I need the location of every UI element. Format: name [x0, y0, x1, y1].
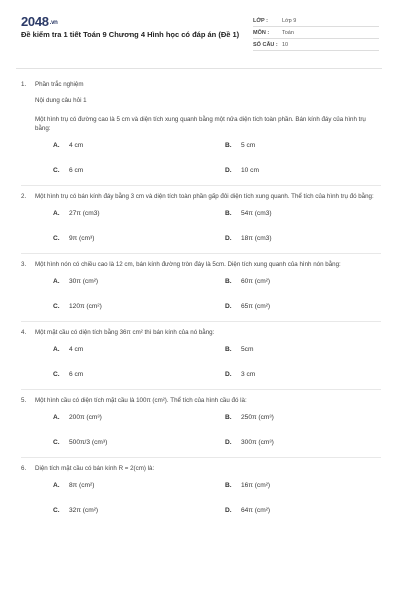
option-letter: C. [53, 303, 60, 310]
option-a[interactable] [53, 405, 225, 430]
option-text: 30π (cm²) [69, 278, 99, 285]
options [53, 133, 381, 183]
option-letter: A. [53, 346, 60, 353]
exam-content [21, 80, 381, 523]
option-letter: D. [225, 507, 232, 514]
meta-row-count [253, 39, 379, 51]
option-text: 27π (cm3) [69, 210, 100, 217]
option-letter: B. [225, 482, 232, 489]
question-number: 5. [21, 397, 27, 404]
option-c[interactable] [53, 362, 225, 387]
meta-key: LỚP : [253, 17, 268, 24]
meta-value: Lớp 9 [282, 17, 297, 24]
option-text: 5cm [241, 346, 254, 353]
question-number: 3. [21, 261, 27, 268]
meta-row-class [253, 15, 379, 27]
question-text: Một hình nón có chiều cao là 12 cm, bán kính đường tròn đáy là 5cm. Diện tích xung quanh của hình nón bằng: [35, 261, 341, 268]
option-d[interactable] [225, 362, 397, 387]
option-b[interactable] [225, 337, 397, 362]
meta-key: SỐ CÂU : [253, 41, 278, 48]
option-letter: B. [225, 142, 232, 149]
option-text: 200π (cm³) [69, 414, 102, 421]
option-text: 60π (cm²) [241, 278, 271, 285]
option-letter: B. [225, 278, 232, 285]
logo-domain: .vn [49, 19, 58, 26]
exam-meta [253, 15, 379, 51]
option-a[interactable] [53, 269, 225, 294]
option-letter: D. [225, 167, 232, 174]
option-text: 32π (cm²) [69, 507, 99, 514]
option-letter: A. [53, 210, 60, 217]
page-title: Đề kiểm tra 1 tiết Toán 9 Chương 4 Hình học có đáp án (Đề 1) [21, 30, 240, 39]
option-text: 120π (cm²) [69, 303, 102, 310]
option-text: 4 cm [69, 142, 84, 149]
option-c[interactable] [53, 294, 225, 319]
option-text: 8π (cm²) [69, 482, 95, 489]
option-d[interactable] [225, 294, 397, 319]
question-text: Một hình trụ có bán kính đáy bằng 3 cm và diện tích toàn phần gấp đôi diện tích xung quanh. Thể tích của hình trụ đó bằng: [35, 193, 374, 200]
option-letter: B. [225, 414, 232, 421]
option-text: 6 cm [69, 371, 84, 378]
option-letter: C. [53, 439, 60, 446]
option-a[interactable] [53, 133, 225, 158]
option-text: 64π (cm²) [241, 507, 271, 514]
option-b[interactable] [225, 133, 397, 158]
meta-row-subject [253, 27, 379, 39]
option-letter: C. [53, 507, 60, 514]
option-text: 4 cm [69, 346, 84, 353]
question-text: Diện tích mặt cầu có bán kính R = 2(cm) là: [35, 465, 155, 472]
option-d[interactable] [225, 158, 397, 183]
question-4 [21, 328, 381, 387]
option-a[interactable] [53, 337, 225, 362]
option-d[interactable] [225, 226, 397, 251]
options [53, 473, 381, 523]
option-b[interactable] [225, 405, 397, 430]
question-text: Một hình trụ có đường cao là 5 cm và diện tích xung quanh bằng một nửa diện tích toàn phần. Bán kính đáy của hình trụ bằng: [35, 116, 366, 132]
option-text: 3 cm [241, 371, 256, 378]
option-letter: D. [225, 439, 232, 446]
option-c[interactable] [53, 226, 225, 251]
option-letter: C. [53, 235, 60, 242]
options [53, 405, 381, 455]
option-letter: B. [225, 210, 232, 217]
option-letter: D. [225, 371, 232, 378]
section-title: Phần trắc nghiệm [35, 81, 84, 88]
option-letter: B. [225, 346, 232, 353]
question-3 [21, 260, 381, 319]
option-text: 250π (cm³) [241, 414, 274, 421]
question-text: Một mặt cầu có diện tích bằng 36π cm² thì bán kính của nó bằng: [35, 329, 215, 336]
option-text: 300π (cm³) [241, 439, 274, 446]
question-6 [21, 464, 381, 523]
option-text: 10 cm [241, 167, 259, 174]
site-logo[interactable] [21, 14, 58, 29]
option-letter: A. [53, 142, 60, 149]
option-letter: A. [53, 482, 60, 489]
question-divider [21, 389, 381, 390]
option-letter: A. [53, 278, 60, 285]
section-number: 1. [21, 81, 27, 88]
option-text: 5 cm [241, 142, 256, 149]
option-text: 65π (cm²) [241, 303, 271, 310]
options [53, 201, 381, 251]
option-text: 500π/3 (cm³) [69, 439, 108, 446]
option-b[interactable] [225, 201, 397, 226]
option-letter: C. [53, 371, 60, 378]
meta-key: MÔN : [253, 29, 270, 36]
logo-main: 2048 [21, 14, 49, 29]
option-letter: D. [225, 235, 232, 242]
options [53, 269, 381, 319]
option-text: 54π (cm3) [241, 210, 272, 217]
question-divider [21, 253, 381, 254]
meta-value: 10 [282, 41, 289, 48]
option-b[interactable] [225, 269, 397, 294]
question-divider [21, 185, 381, 186]
question-number: 4. [21, 329, 27, 336]
option-letter: D. [225, 303, 232, 310]
divider [16, 68, 382, 69]
option-a[interactable] [53, 473, 225, 498]
option-c[interactable] [53, 430, 225, 455]
option-c[interactable] [53, 498, 225, 523]
section-subtitle: Nội dung câu hỏi 1 [35, 97, 87, 104]
option-letter: A. [53, 414, 60, 421]
option-text: 18π (cm3) [241, 235, 272, 242]
option-text: 9π (cm³) [69, 235, 95, 242]
option-c[interactable] [53, 158, 225, 183]
question-5 [21, 396, 381, 455]
question-number: 2. [21, 193, 27, 200]
option-d[interactable] [225, 498, 397, 523]
question-text: Một hình cầu có diện tích mặt cầu là 100π (cm²). Thể tích của hình cầu đó là: [35, 397, 247, 404]
option-a[interactable] [53, 201, 225, 226]
section-part-1 [21, 80, 381, 105]
option-text: 6 cm [69, 167, 84, 174]
question-divider [21, 321, 381, 322]
option-d[interactable] [225, 430, 397, 455]
question-divider [21, 457, 381, 458]
meta-value: Toán [282, 29, 294, 36]
question-number: 6. [21, 465, 27, 472]
options [53, 337, 381, 387]
question-1 [21, 115, 381, 183]
option-letter: C. [53, 167, 60, 174]
question-2 [21, 192, 381, 251]
option-text: 16π (cm²) [241, 482, 271, 489]
option-b[interactable] [225, 473, 397, 498]
